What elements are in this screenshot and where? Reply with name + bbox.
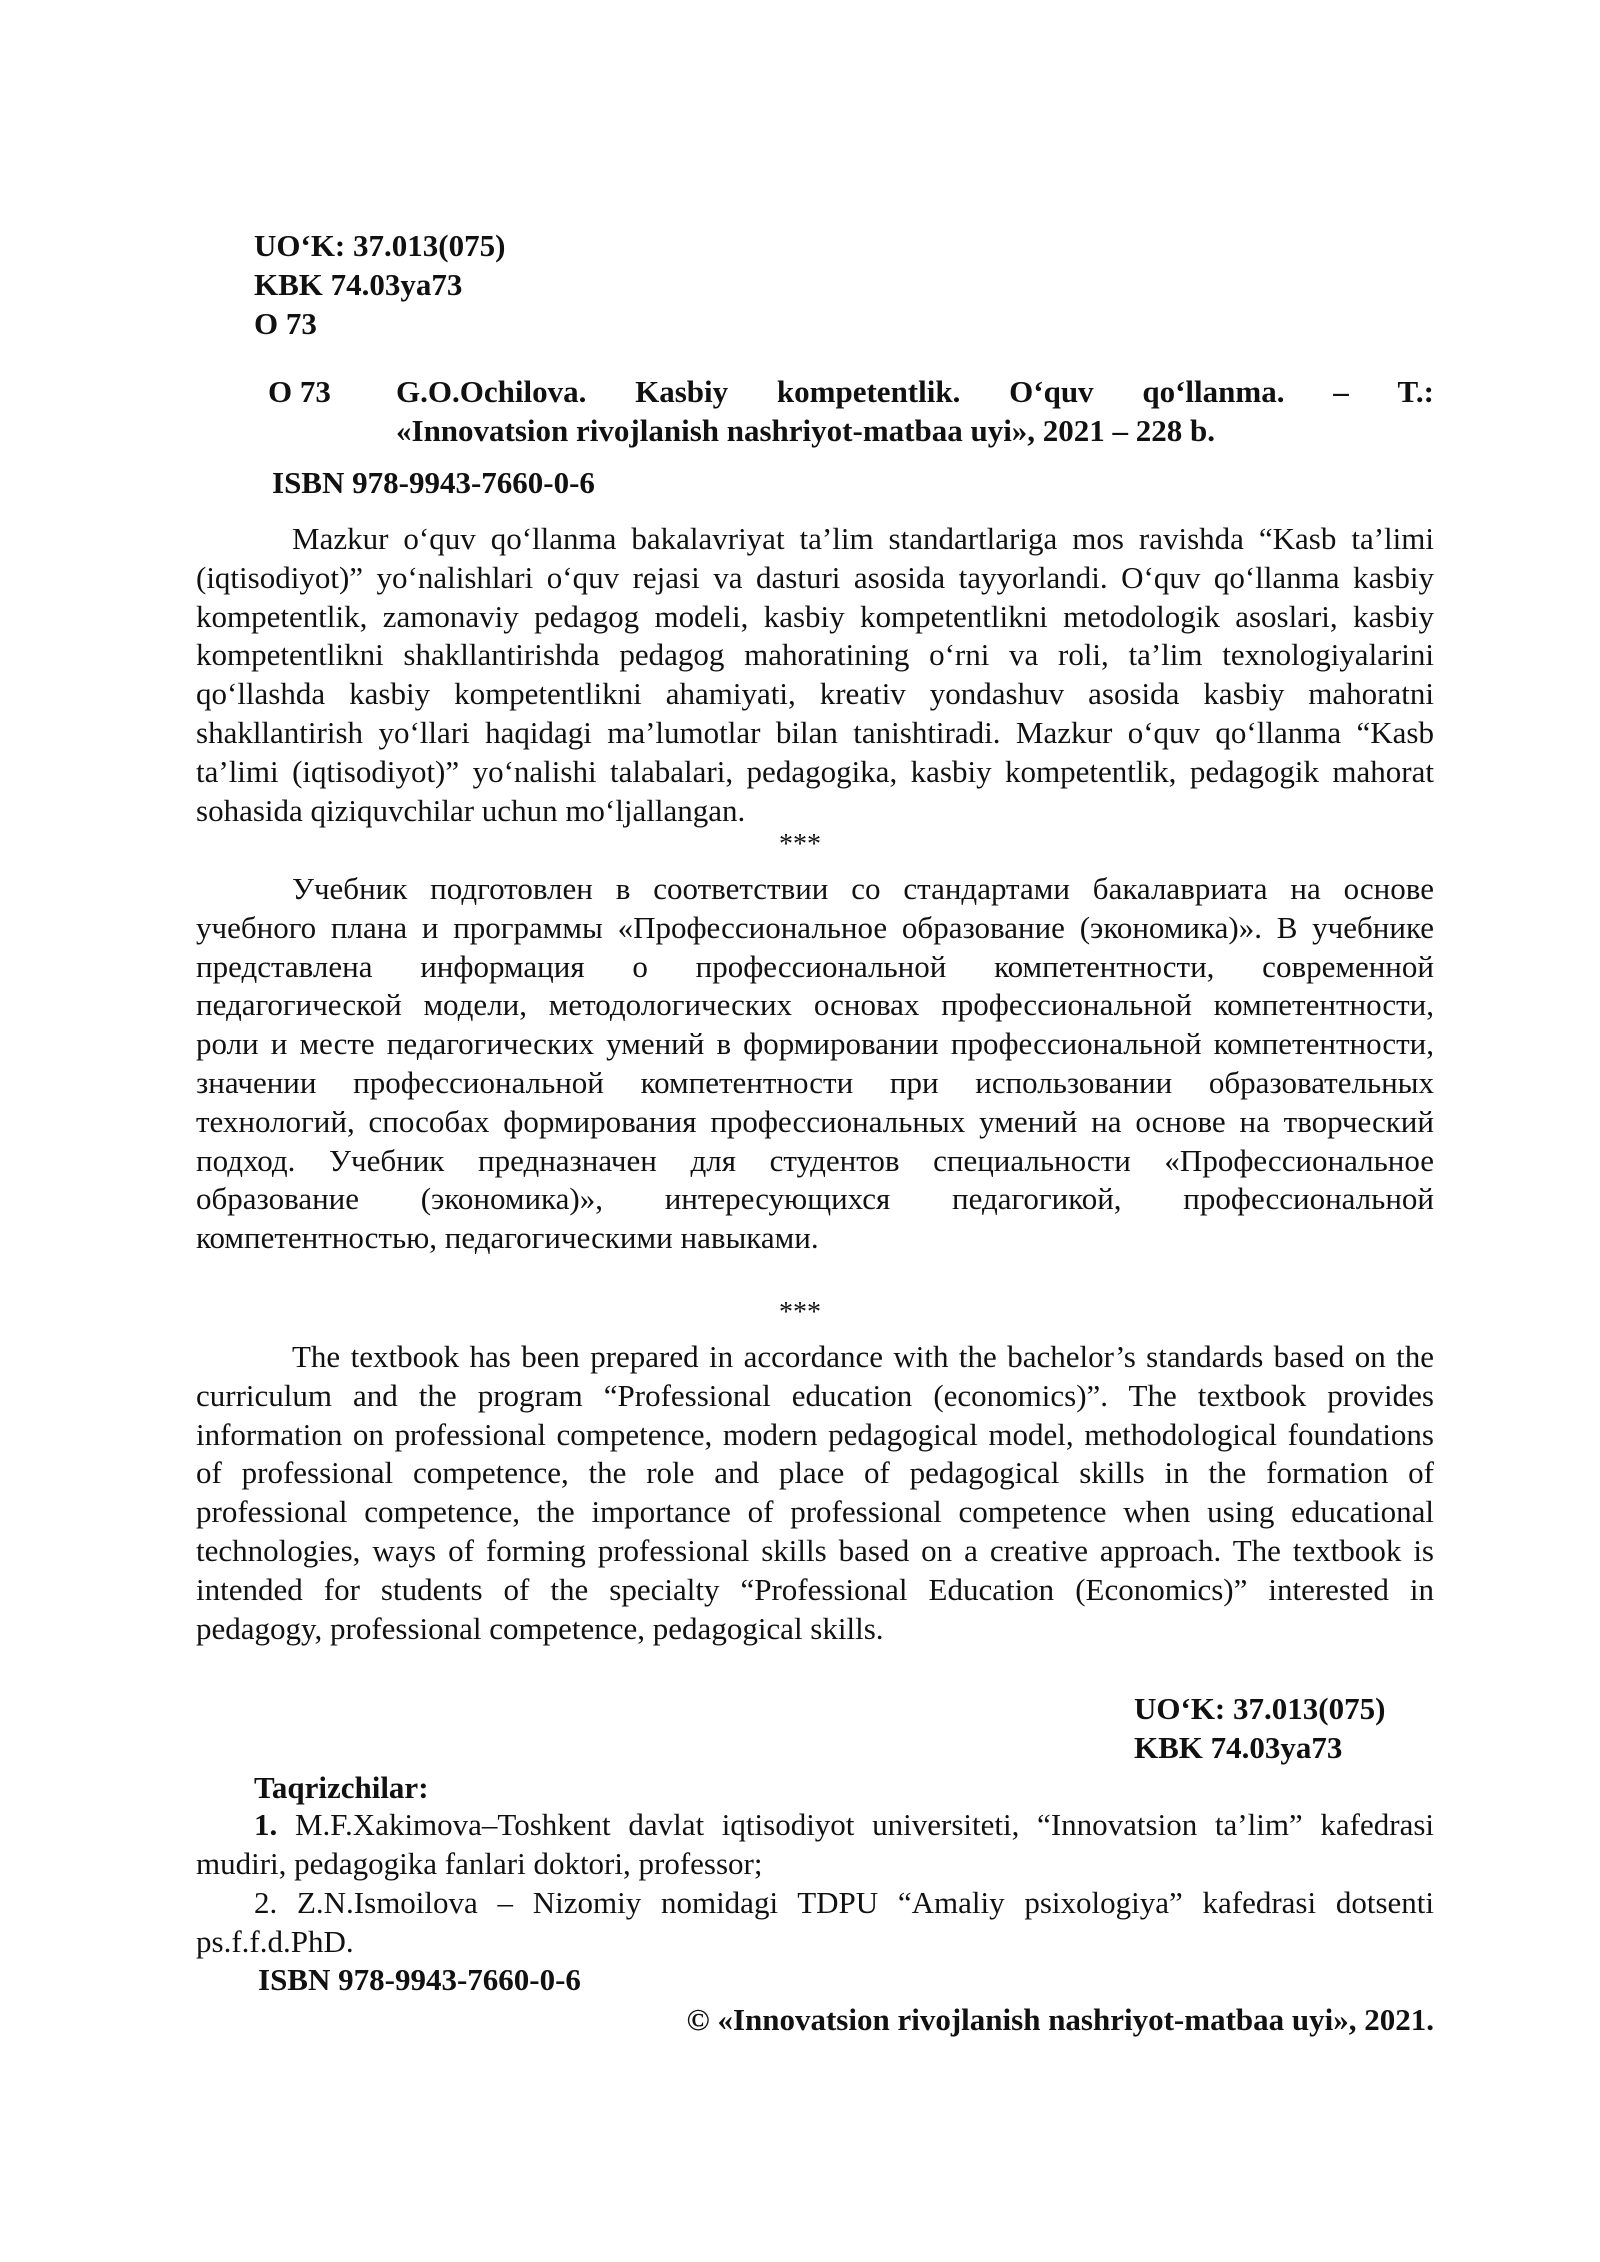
copyright-notice: © «Innovatsion rivojlanish nashriyot-matbaa uyi», 2021.	[686, 2002, 1434, 2037]
bbk-code: KBK 74.03ya73	[1134, 1730, 1343, 1765]
reviewer-item	[196, 1884, 1434, 1962]
catalog-word: –	[1333, 374, 1349, 409]
reviewer-text: Z.N.Ismoilova – Nizomiy nomidagi TDPU “Amaliy psixologiya” kafedrasi dotsenti ps.f.f.d.PhD.	[196, 1885, 1434, 1959]
catalog-word: Kasbiy	[635, 374, 729, 409]
catalog-word: O‘quv	[1009, 374, 1094, 409]
udc-code: UO‘K: 37.013(075)	[1134, 1691, 1386, 1726]
abstract-uzbek: Mazkur o‘quv qo‘llanma bakalavriyat ta’lim standartlariga mos ravishda “Kasb ta’limi (iqtisodiyot)” yo‘nalishlari o‘quv rejasi va dasturi asosida tayyorlandi. O‘quv qo‘llanma kasbiy kompetentlik, zamonaviy pedagog modeli, kasbiy kompetentlikni metodologik asoslari, kasbiy kompetentlikni shakllantirishda pedagog mahoratining o‘rni va roli, ta’lim texnologiyalarini qo‘llashda kasbiy kompetentlikni ahamiyati, kreativ yondashuv asosida kasbiy mahoratni shakllantirish yo‘llari haqidagi ma’lumotlar bilan tanishtiradi. Mazkur o‘quv qo‘llanma “Kasb ta’limi (iqtisodiyot)” yo‘nalishi talabalari, pedagogika, kasbiy kompetentlik, pedagogik mahorat sohasida qiziquvchilar uchun mo‘ljallangan.	[196, 521, 1434, 828]
catalog-word: T.:	[1397, 374, 1434, 409]
author-mark: O 73	[254, 306, 317, 341]
catalog-entry	[268, 372, 1434, 450]
reviewer-number: 1.	[254, 1807, 278, 1842]
reviewer-item	[196, 1806, 1434, 1884]
separator: ***	[779, 829, 821, 860]
reviewer-text: M.F.Xakimova–Toshkent davlat iqtisodiyot universiteti, “Innovatsion ta’lim” kafedrasi mudiri, pedagogika fanlari doktori, professor;	[196, 1807, 1435, 1881]
bbk-code: KBK 74.03ya73	[254, 267, 463, 302]
classification-codes-right	[1134, 1689, 1385, 1767]
catalog-publisher: «Innovatsion rivojlanish nashriyot-matbaa uyi», 2021 – 228 b.	[396, 413, 1216, 448]
abstract-english: The textbook has been prepared in accordance with the bachelor’s standards based on the curriculum and the program “Professional education (economics)”. The textbook provides information on professional competence, modern pedagogical model, methodological foundations of professional competence, the role and place of pedagogical skills in the formation of professional competence, the importance of professional competence when using educational technologies, ways of forming professional skills based on a creative approach. The textbook is intended for students of the specialty “Professional Education (Economics)” interested in pedagogy, professional competence, pedagogical skills.	[196, 1339, 1434, 1646]
catalog-word: kompetentlik.	[776, 374, 961, 409]
catalog-title	[396, 372, 1434, 411]
catalog-entry-line1	[268, 372, 1434, 411]
classification-codes	[254, 226, 505, 343]
isbn-bottom: ISBN 978-9943-7660-0-6	[258, 1962, 581, 1997]
reviewers-title: Taqrizchilar:	[254, 1770, 429, 1805]
isbn-top: ISBN 978-9943-7660-0-6	[272, 465, 595, 500]
udc-code: UO‘K: 37.013(075)	[254, 228, 506, 263]
separator: ***	[779, 1297, 821, 1328]
abstract-russian: Учебник подготовлен в соответствии со стандартами бакалавриата на основе учебного плана и программы «Профессиональное образование (экономика)». В учебнике представлена информация о профессиональной компетентности, современной педагогической модели, методологических основах профессиональной компетентности, роли и месте педагогических умений в формировании профессиональной компетентности, значении профессиональной компетентности при использовании образовательных технологий, способах формирования профессиональных умений на основе на творческий подход. Учебник предназначен для студентов специальности «Профессиональное образование (экономика)», интересующихся педагогикой, профессиональной компетентностью, педагогическими навыками.	[196, 871, 1434, 1256]
catalog-word: qo‘llanma.	[1142, 374, 1285, 409]
catalog-word: G.O.Ochilova.	[396, 374, 587, 409]
catalog-code: O 73	[268, 374, 331, 409]
reviewer-number: 2.	[254, 1885, 278, 1920]
